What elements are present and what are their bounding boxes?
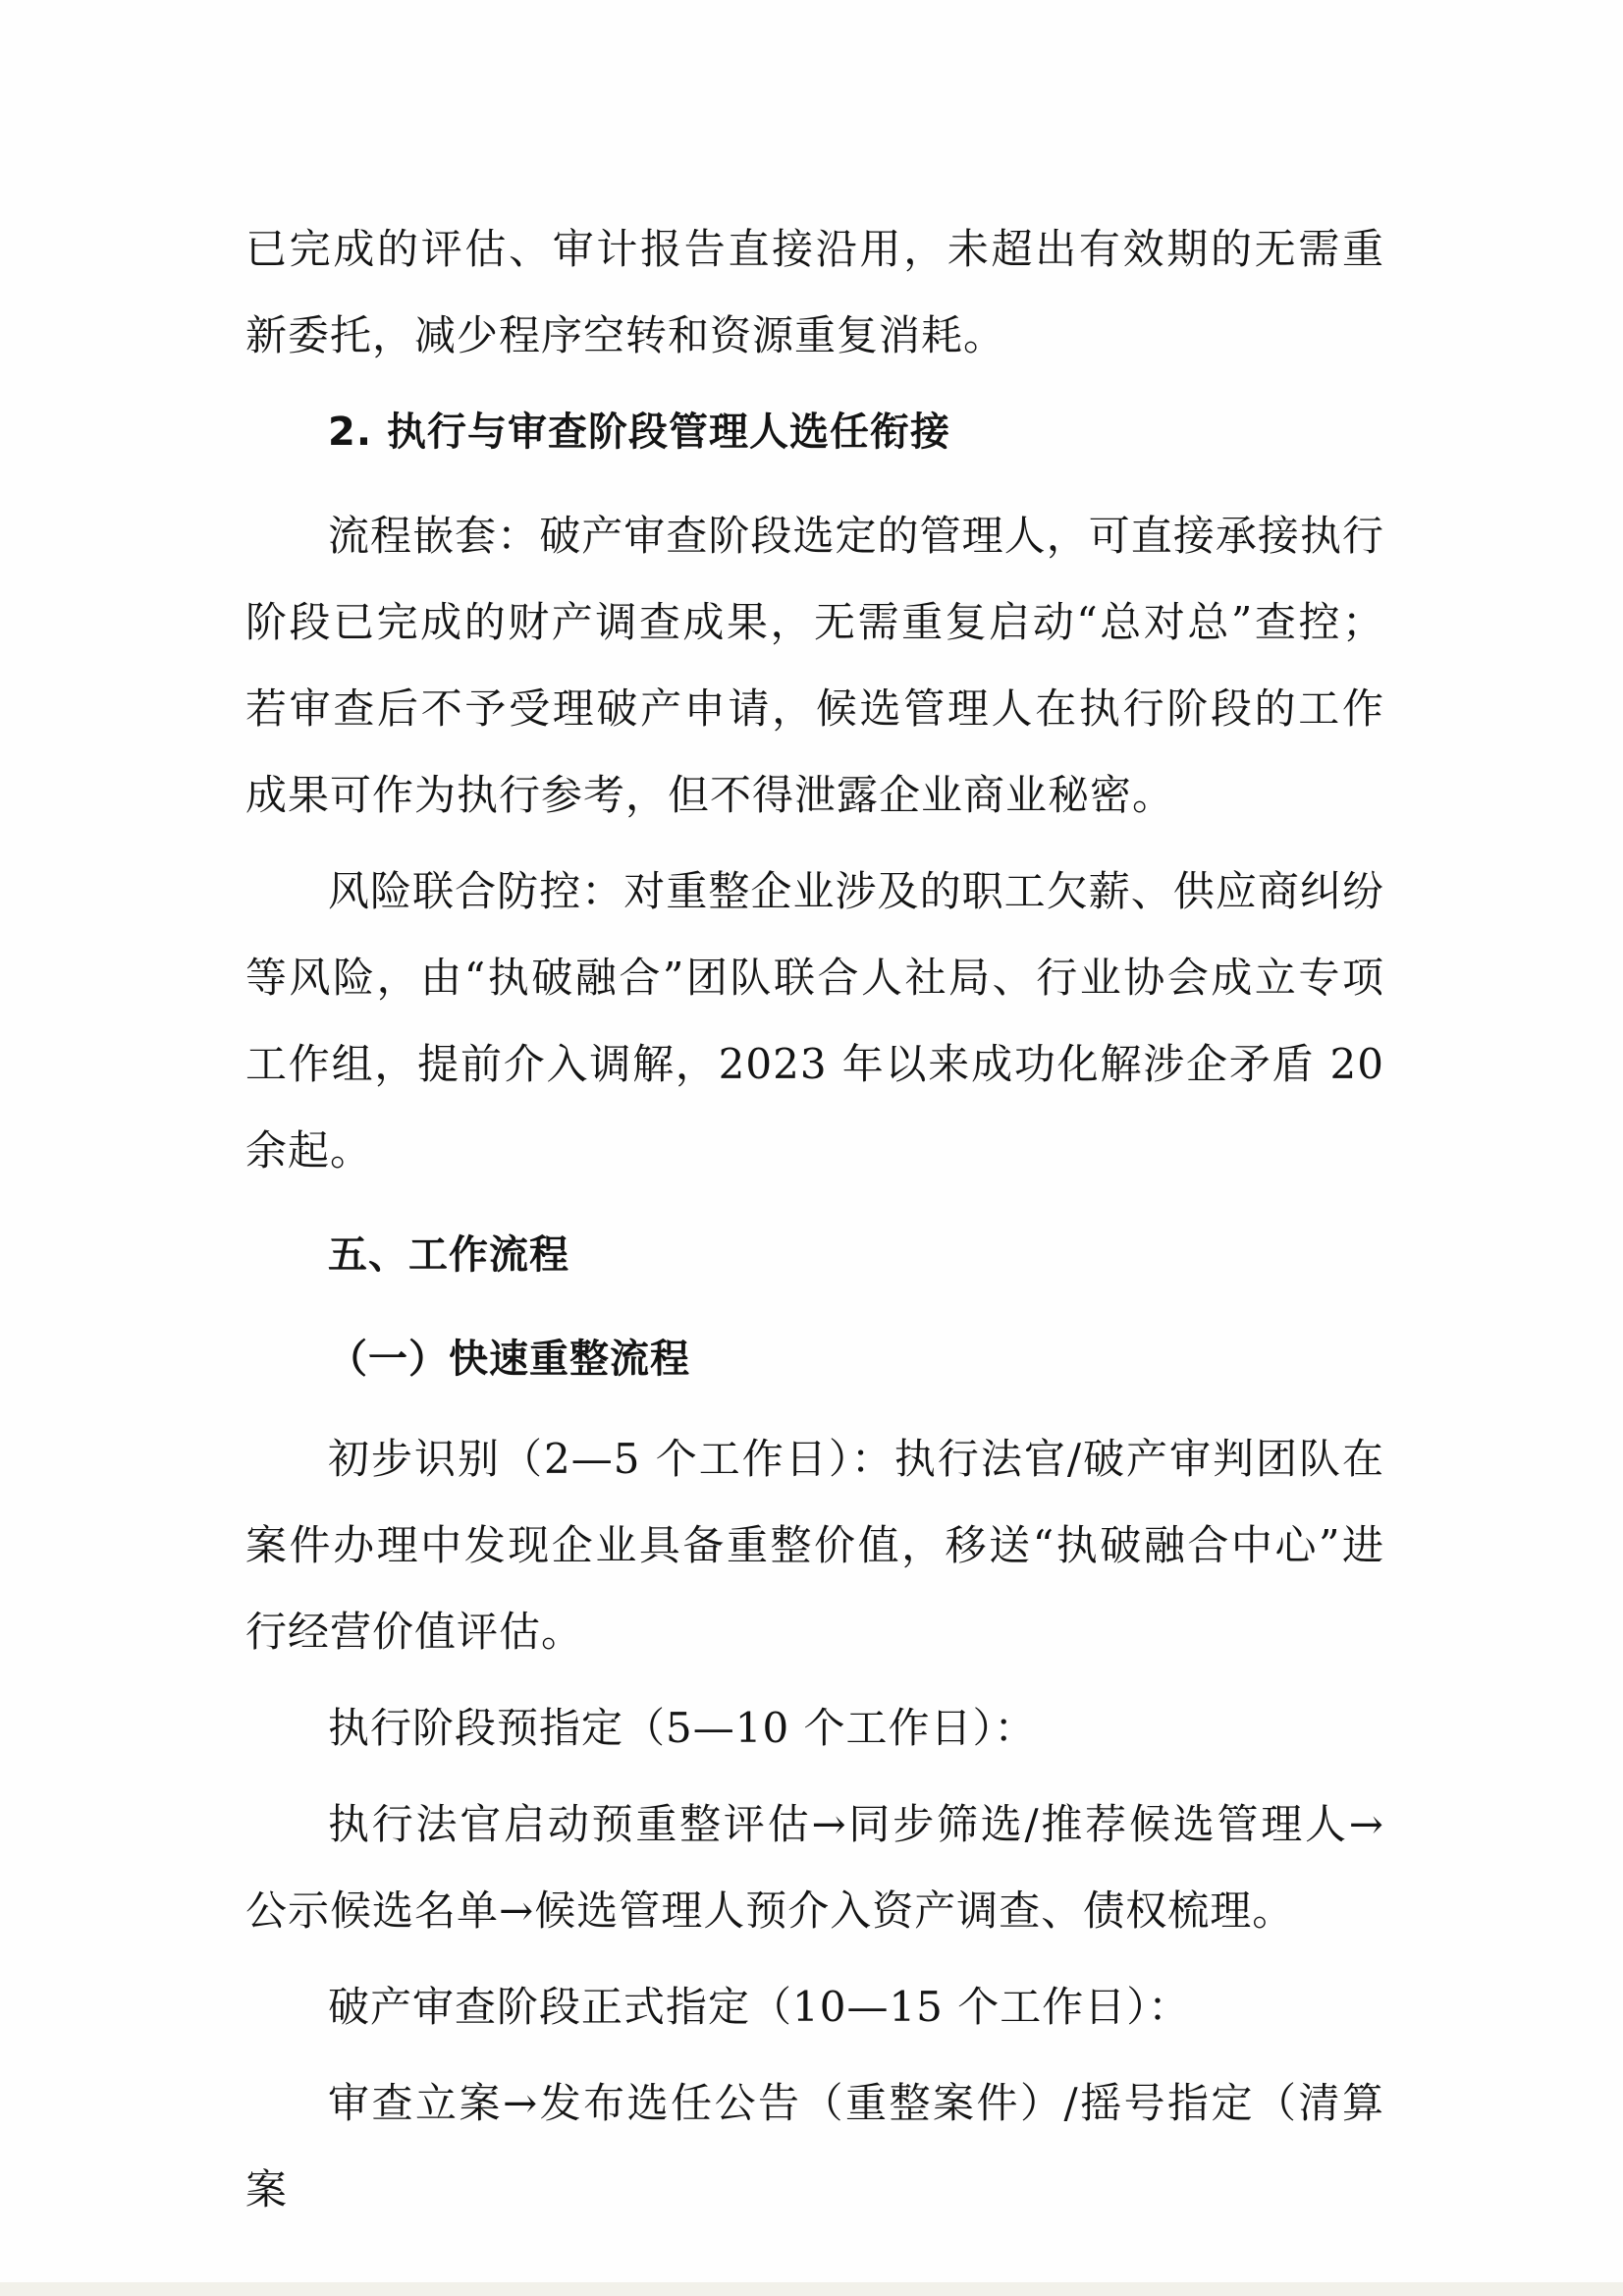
chapter-heading-workflow: 五、工作流程 bbox=[328, 1232, 569, 1278]
paragraph-process-nesting: 流程嵌套：破产审查阶段选定的管理人，可直接承接执行阶段已完成的财产调查成果，无需重复启动“总对总”查控；若审查后不予受理破产申请，候选管理人在执行阶段的工作成果可作为执行参考，但不得泄露企业商业秘密。 bbox=[245, 512, 1384, 819]
subsection-heading-fast-reorg: （一）快速重整流程 bbox=[328, 1337, 690, 1382]
paragraph-continued: 已完成的评估、审计报告直接沿用，未超出有效期的无需重新委托，减少程序空转和资源重复消耗。 bbox=[245, 225, 1384, 359]
paragraph-initial-identification: 初步识别（2—5 个工作日）：执行法官/破产审判团队在案件办理中发现企业具备重整价值，移送“执破融合中心”进行经营价值评估。 bbox=[245, 1435, 1384, 1656]
section-heading-2: 2. 执行与审查阶段管理人选任衔接 bbox=[328, 410, 950, 455]
paragraph-risk-control: 风险联合防控：对重整企业涉及的职工欠薪、供应商纠纷等风险，由“执破融合”团队联合人社局、行业协会成立专项工作组，提前介入调解，2023 年以来成功化解涉企矛盾 20 余起。 bbox=[245, 867, 1384, 1175]
document-body bbox=[245, 206, 1384, 2243]
paragraph-execution-pre-designation: 执行阶段预指定（5—10 个工作日）： bbox=[328, 1704, 1037, 1752]
paragraph-formal-designation: 破产审查阶段正式指定（10—15 个工作日）： bbox=[328, 1983, 1191, 2031]
paragraph-review-steps: 审查立案→发布选任公告（重整案件）/摇号指定（清算案 bbox=[245, 2079, 1384, 2214]
paragraph-execution-steps: 执行法官启动预重整评估→同步筛选/推荐候选管理人→公示候选名单→候选管理人预介入资产调查、债权梳理。 bbox=[245, 1800, 1384, 1935]
scan-edge bbox=[0, 2282, 1623, 2296]
